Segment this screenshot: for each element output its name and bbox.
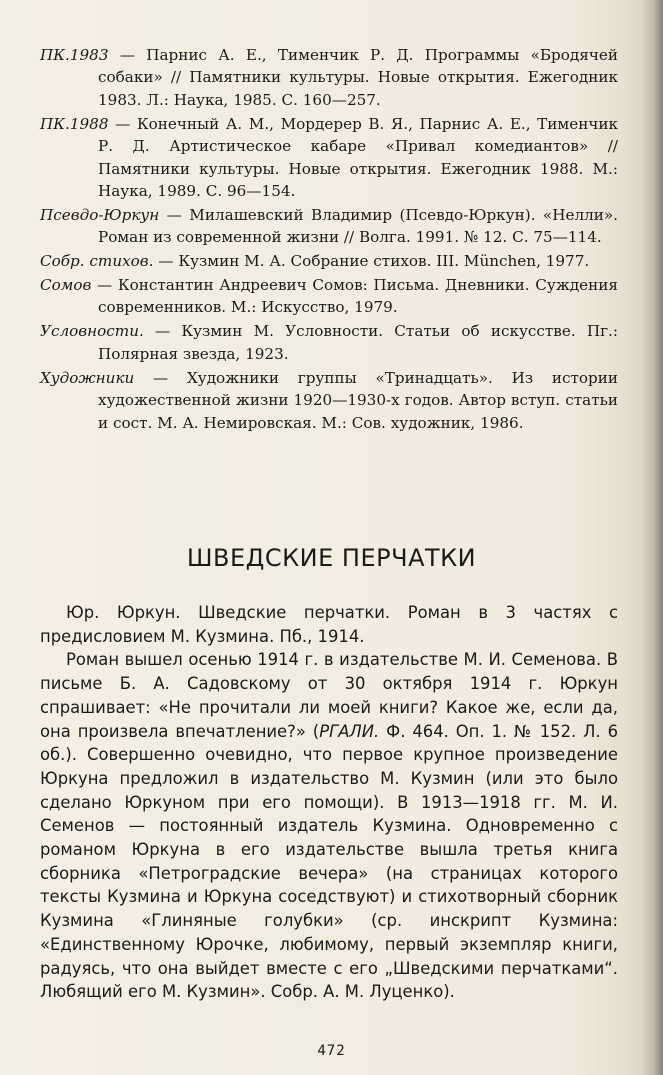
abbreviation-text: — Кузмин М. Условности. Статьи об искусстве. Пг.: Полярная звезда, 1923. bbox=[98, 322, 618, 363]
abbreviation-text: — Милашевский Владимир (Псевдо-Юркун). «Нелли». Роман из современной жизни // Волга. 1991. № 12. С. 75—114. bbox=[98, 205, 618, 247]
abbreviation-entry bbox=[40, 44, 618, 111]
body-paragraph bbox=[40, 648, 618, 1004]
section-body bbox=[40, 601, 618, 1004]
abbreviation-text: — Конечный А. М., Мордерер В. Я., Парнис А. Е., Тименчик Р. Д. Артистическое кабаре «Привал комедиантов» // Памятники культуры. Новые открытия. Ежегодник 1988. М.: Наука, 1989. С. 96—154. bbox=[98, 114, 618, 200]
abbreviation-key: Собр. стихов. bbox=[40, 252, 154, 271]
abbreviation-key: Художники bbox=[40, 368, 135, 387]
abbreviation-entry bbox=[40, 250, 618, 272]
abbreviation-text: — Кузмин М. А. Собрание стихов. III. München, 1977. bbox=[153, 252, 590, 271]
abbreviation-key: ПК.1983 bbox=[40, 46, 109, 64]
body-text-run: Роман вышел осенью 1914 г. в издательстве М. И. Семенова. В письме Б. А. Садовскому от 30 октября 1914 г. Юркун спрашивает: «Не прочитали ли моей книги? Какое же, если да, она произвела впечатление?» ( bbox=[40, 650, 618, 741]
abbreviation-entry bbox=[40, 113, 618, 203]
page-number: 472 bbox=[317, 1043, 346, 1059]
abbreviation-key: Псевдо-Юркун bbox=[40, 205, 160, 224]
body-paragraph: Юр. Юркун. Шведские перчатки. Роман в 3 частях с предисловием М. Кузмина. Пб., 1914. bbox=[40, 603, 618, 646]
abbreviation-text: — Художники группы «Тринадцать». Из истории художественной жизни 1920—1930-х годов. Автор вступ. статьи и сост. М. А. Немировская. М.: Сов. художник, 1986. bbox=[98, 368, 618, 432]
body-text-run: Ф. 464. Оп. 1. № 152. Л. 6 об.). Совершенно очевидно, что первое крупное произведение Юркуна предложил в издательство М. Кузмин (или это было сделано Юркуном при его помощи). В 1913—1918 гг. М. И. Семенов — постоянный издатель Кузмина. Одновременно с романом Юркуна в его издательстве вышла третья книга сборника «Петроградские вечера» (на страницах которого тексты Кузмина и Юркуна соседствуют) и стихотворный сборник Кузмина «Глиняные голубки» (ср. инскрипт Кузмина: «Единственному Юрочке, любимому, первый экземпляр книги, радуясь, что она выйдет вместе с его „Шведскими перчатками“. Любящий его М. Кузмин». Собр. А. М. Луценко). bbox=[40, 721, 619, 1002]
abbreviation-entry bbox=[40, 274, 618, 319]
abbreviation-key: Условности. bbox=[40, 322, 144, 341]
abbreviation-key: ПК.1988 bbox=[40, 114, 109, 133]
spine-shadow bbox=[641, 0, 663, 1075]
abbreviation-key: Сомов bbox=[40, 276, 92, 295]
archive-reference: РГАЛИ. bbox=[319, 721, 380, 741]
abbreviation-entry bbox=[40, 320, 618, 365]
abbreviation-entry bbox=[40, 367, 618, 434]
abbreviations-list bbox=[40, 44, 618, 435]
abbreviation-text: — Константин Андреевич Сомов: Письма. Дневники. Суждения современников. М.: Искусство, 1979. bbox=[91, 276, 618, 317]
abbreviation-entry bbox=[40, 204, 618, 249]
abbreviation-text: — Парнис А. Е., Тименчик Р. Д. Программы «Бродячей собаки» // Памятники культуры. Новые открытия. Ежегодник 1983. Л.: Наука, 1985. С. 160—257. bbox=[98, 46, 618, 109]
section-title: ШВЕДСКИЕ ПЕРЧАТКИ bbox=[186, 544, 477, 572]
